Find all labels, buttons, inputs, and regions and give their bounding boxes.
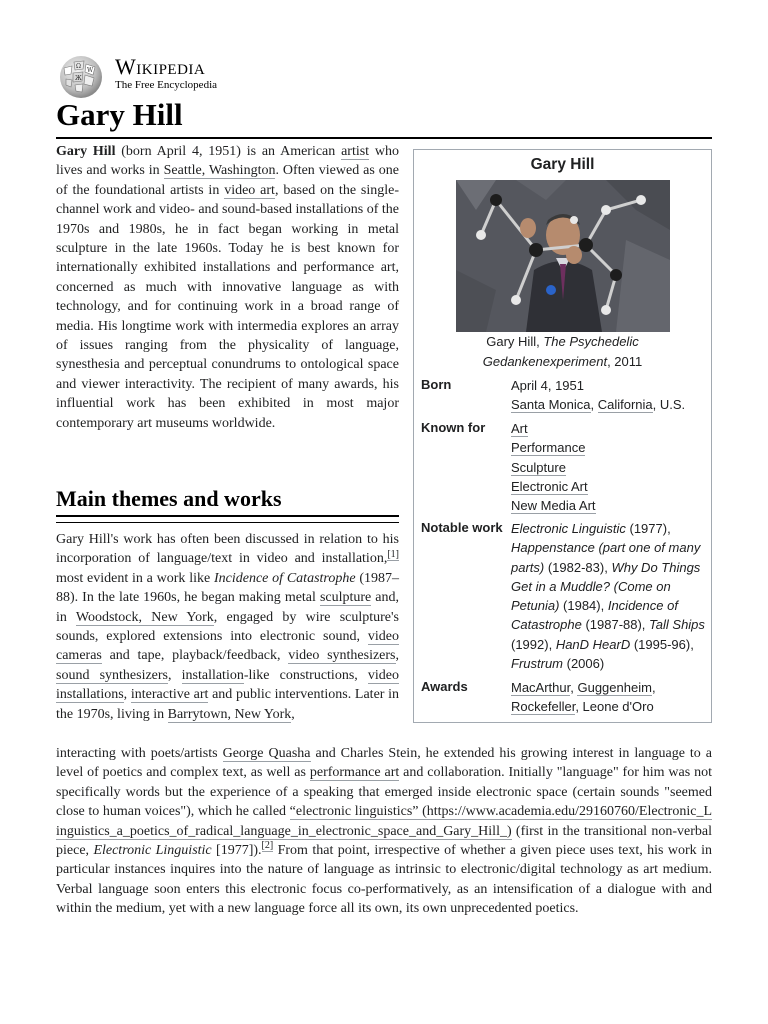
infobox-value-born (511, 376, 707, 415)
work-title: Incidence of Catastrophe (511, 598, 678, 633)
work-title: Why Do Things Get in a Muddle? (Come on Petunia) (511, 559, 701, 614)
body-text: -like constructions, (243, 667, 368, 683)
caption-text: , 2011 (607, 353, 643, 369)
work-title: HanD HearD (555, 636, 631, 652)
body-text: (first in the transitional non-verbal piece, (56, 823, 712, 859)
reference-1[interactable] (387, 549, 399, 561)
link-art[interactable]: Art (511, 421, 528, 436)
lead-subject: Gary Hill (56, 144, 116, 159)
link-george-quasha[interactable]: George Quasha (222, 746, 311, 761)
work-year: (1987-88), (581, 617, 650, 633)
link-macarthur[interactable]: MacArthur (511, 680, 571, 695)
lead-text: . Often viewed as one of the foundational artists in (56, 163, 399, 198)
wikipedia-tagline: The Free Encyclopedia (115, 79, 218, 91)
work-title: Incidence of Catastrophe (213, 570, 356, 586)
body-paragraph (56, 530, 399, 724)
infobox-value-known-for (511, 419, 707, 515)
body-text: most evident in a work like (56, 570, 214, 586)
link-video-installations[interactable]: video installations (56, 667, 399, 703)
work-year: (1984), (559, 598, 608, 614)
body-text: (1987–88). In the late 1960s, he began making metal (56, 570, 399, 606)
body-text: and Charles Stein, he extended his growing interest in language to a level of poetics and complex text, as well as (56, 746, 712, 781)
reference-link[interactable]: [2] (261, 840, 274, 852)
work-year: (1992), (511, 636, 556, 652)
page-title: Gary Hill (56, 97, 183, 132)
born-separator: , (590, 397, 598, 413)
awards-separator: , (651, 680, 656, 695)
infobox-value-awards (511, 678, 707, 717)
link-barrytown-new-york[interactable]: Barrytown, New York (167, 706, 292, 722)
svg-text:Ж: Ж (75, 75, 82, 82)
body-paragraph (56, 744, 712, 919)
born-place (511, 395, 707, 414)
link-interactive-art[interactable]: interactive art (130, 687, 209, 703)
born-date: April 4, 1951 (511, 378, 584, 393)
body-text: From that point, irrespective of whether a given piece uses text, his work in particular instances inquires into the nature of language as intrinsic to electronic/digital technology as art medium. Verbal language soon enters this electronic focus co-performatively, as an intensification of a dialogue with and within the medium, yet with a new language force all its own, its own unprecedented poetics. (56, 843, 712, 917)
link-sculpture[interactable]: Sculpture (511, 459, 566, 475)
body-text: and, in (56, 590, 399, 625)
body-text: [1977]). (211, 843, 262, 859)
body-text: interacting with poets/artists (56, 746, 223, 761)
svg-text:W: W (87, 67, 94, 74)
work-year: (1995-96), (630, 636, 694, 652)
work-title: Frustrum (511, 656, 563, 672)
body-text: and collaboration. Initially "language" for him was not specifically words but the experience of a speaking that emerged inside electronic space (certain sounds "seemed close to human voices"), which he called (56, 765, 712, 820)
reference-link[interactable]: [1] (387, 548, 399, 560)
section-divider (56, 515, 399, 517)
infobox-value-notable-work (511, 519, 707, 673)
work-title: Happenstance (part one of many parts) (511, 540, 701, 575)
link-artist[interactable]: artist (341, 144, 370, 159)
body-text: and public interventions. Later in the 1970s, living in (56, 687, 400, 722)
body-text: and tape, playback/feedback, (101, 648, 289, 664)
link-performance-art[interactable]: performance art (309, 765, 400, 781)
awards-text: , Leone d'Oro (575, 699, 654, 715)
link-rockefeller[interactable]: Rockefeller (511, 699, 576, 715)
awards-separator: , (570, 680, 578, 695)
section-heading: Main themes and works (56, 486, 282, 511)
work-year: (1977), (625, 521, 671, 536)
work-title: Electronic Linguistic (511, 521, 626, 536)
body-text: , (168, 667, 182, 683)
link-sound-synthesizers[interactable]: sound synthesizers (56, 667, 168, 683)
wikipedia-wordmark[interactable]: Wikipedia (115, 54, 206, 79)
work-title: Electronic Linguistic (93, 843, 212, 859)
infobox-label-notable-work: Notable work (421, 520, 503, 535)
link-guggenheim[interactable]: Guggenheim (577, 680, 652, 695)
link-new-media-art[interactable]: New Media Art (511, 498, 596, 514)
infobox-title: Gary Hill (530, 156, 595, 173)
section-divider (56, 522, 399, 523)
body-text: , engaged by wire sculpture's sounds, explored extensions into electronic sound, (56, 609, 399, 645)
infobox-photo[interactable] (456, 180, 670, 332)
wikipedia-globe-icon[interactable] (56, 54, 106, 100)
link-video-art[interactable]: video art (224, 182, 275, 198)
link-installation[interactable]: installation (181, 667, 244, 683)
infobox-label-awards: Awards (421, 679, 468, 694)
link-video-synthesizers[interactable]: video synthesizers (288, 648, 396, 664)
infobox-label-known-for: Known for (421, 420, 486, 435)
caption-work-title: The Psychedelic Gedankenexperiment (482, 334, 639, 369)
body-text: , (291, 706, 295, 722)
body-text: Gary Hill's work has often been discussed in relation to his incorporation of language/text in video and installation, (56, 532, 399, 567)
link-performance[interactable]: Performance (511, 440, 586, 456)
link-electronic-linguistics[interactable]: “electronic linguistics” (https://www.academia.edu/29160760/Electronic_Linguistics_a_poetics_of_radical_language_in_electronic_space_and_Gary_Hill_) (56, 804, 713, 839)
title-divider (56, 137, 712, 139)
work-title: Tall Ships (649, 617, 705, 633)
body-text: , (123, 687, 131, 703)
infobox (413, 149, 712, 723)
born-country: , U.S. (652, 397, 686, 413)
body-text: , (395, 648, 399, 664)
svg-text:Ω: Ω (76, 63, 81, 70)
link-santa-monica[interactable]: Santa Monica (511, 397, 591, 413)
lead-text: who lives and works in (56, 144, 399, 179)
lead-text: (born April 4, 1951) is an American (115, 144, 342, 159)
reference-2[interactable] (262, 840, 274, 852)
work-year: (2006) (563, 656, 605, 672)
caption-text: Gary Hill, (486, 334, 544, 349)
link-california[interactable]: California (597, 397, 653, 413)
link-sculpture[interactable]: sculpture (319, 590, 372, 606)
link-seattle-washington[interactable]: Seattle, Washington (163, 163, 276, 179)
infobox-caption (434, 332, 691, 371)
lead-text: , based on the single-channel work and video- and sound-based installations of the 1970s and 1980s, he in fact began working in metal sculpture in the late 1960s. Today he is best known for internationally exhibited installations and performance art, concerned as much with innovative language as with technology, and for continuing work in a broad range of media. His longtime work with intermedia explores an array of issues ranging from the physicality of language, synesthesia and perceptual conundrums to ontological space and viewer interactivity. The recipient of many awards, his influential work has been exhibited in most major contemporary art museums worldwide. (56, 182, 400, 431)
infobox-label-born: Born (421, 377, 452, 392)
link-electronic-art[interactable]: Electronic Art (511, 478, 588, 494)
lead-paragraph (56, 142, 399, 433)
link-video-cameras[interactable]: video cameras (56, 629, 399, 664)
work-year: (1982-83), (544, 559, 612, 575)
link-woodstock-new-york[interactable]: Woodstock, New York (75, 609, 214, 625)
